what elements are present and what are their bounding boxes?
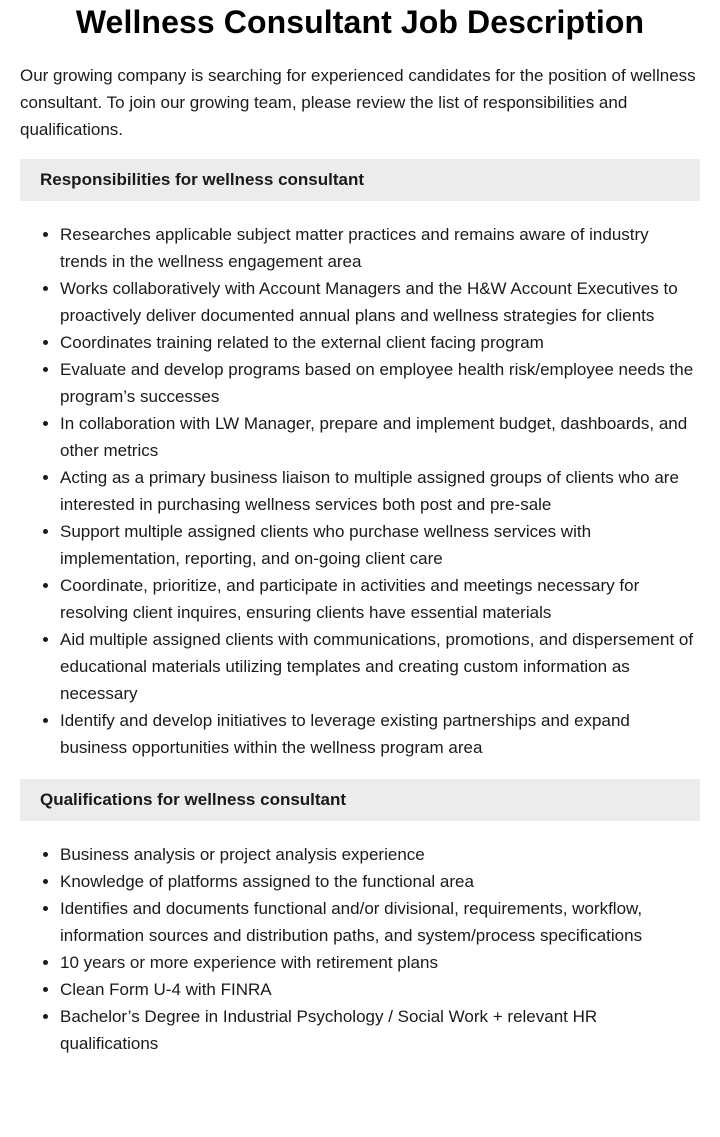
responsibility-item: • In collaboration with LW Manager, prepare and implement budget, dashboards, and other metrics	[60, 410, 700, 464]
qualification-item: • Identifies and documents functional and/or divisional, requirements, workflow, information sources and distribution paths, and system/process specifications	[60, 895, 700, 949]
qualifications-list	[20, 841, 700, 1057]
qualification-item: • Business analysis or project analysis experience	[60, 841, 700, 868]
responsibility-item: • Works collaboratively with Account Managers and the H&W Account Executives to proactively deliver documented annual plans and wellness strategies for clients	[60, 275, 700, 329]
qualification-item: • Clean Form U-4 with FINRA	[60, 976, 700, 1003]
intro-paragraph: Our growing company is searching for experienced candidates for the position of wellness consultant. To join our growing team, please review the list of responsibilities and qualifications.	[20, 66, 696, 139]
responsibility-item: • Aid multiple assigned clients with communications, promotions, and dispersement of educational materials utilizing templates and creating custom information as necessary	[60, 626, 700, 707]
page-title: Wellness Consultant Job Description	[75, 4, 645, 40]
responsibility-item: • Acting as a primary business liaison to multiple assigned groups of clients who are interested in purchasing wellness services both post and pre-sale	[60, 464, 700, 518]
responsibility-item: • Researches applicable subject matter practices and remains aware of industry trends in the wellness engagement area	[60, 221, 700, 275]
qualification-item: • Bachelor’s Degree in Industrial Psychology / Social Work + relevant HR qualifications	[60, 1003, 700, 1057]
responsibility-item: • Support multiple assigned clients who purchase wellness services with implementation, reporting, and on-going client care	[60, 518, 700, 572]
responsibilities-heading: Responsibilities for wellness consultant	[20, 159, 700, 201]
qualification-item: • Knowledge of platforms assigned to the functional area	[60, 868, 700, 895]
responsibilities-list	[20, 221, 700, 761]
qualification-item: • 10 years or more experience with retirement plans	[60, 949, 700, 976]
responsibility-item: • Coordinate, prioritize, and participate in activities and meetings necessary for resolving client inquires, ensuring clients have essential materials	[60, 572, 700, 626]
qualifications-heading: Qualifications for wellness consultant	[20, 779, 700, 821]
responsibility-item: • Identify and develop initiatives to leverage existing partnerships and expand business opportunities within the wellness program area	[60, 707, 700, 761]
responsibility-item: • Coordinates training related to the external client facing program	[60, 329, 700, 356]
responsibility-item: • Evaluate and develop programs based on employee health risk/employee needs the program’s successes	[60, 356, 700, 410]
